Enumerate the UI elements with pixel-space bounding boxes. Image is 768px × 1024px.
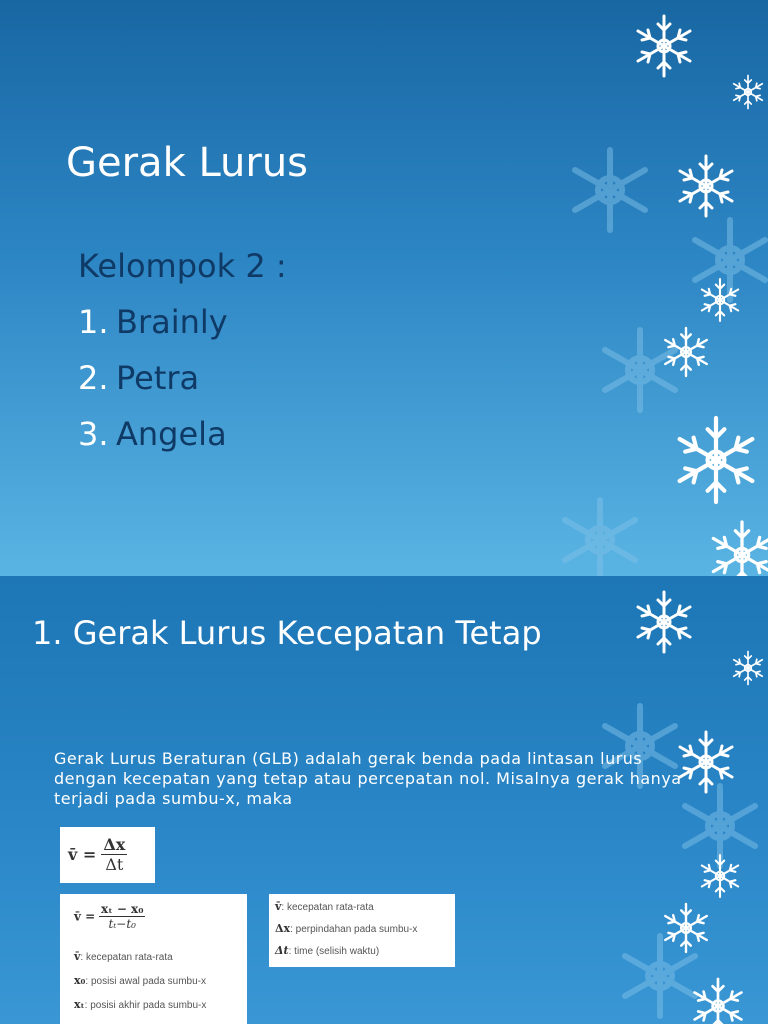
formula-fraction <box>101 835 127 874</box>
legend-desc: : posisi awal pada sumbu-x <box>85 976 207 987</box>
formula-denominator: tₜ−t₀ <box>108 917 136 931</box>
slide-2-title: 1. Gerak Lurus Kecepatan Tetap <box>32 614 542 652</box>
member-name: Petra <box>116 359 200 397</box>
legend-symbol: Δx <box>275 922 291 935</box>
formula-box-2 <box>60 894 247 1024</box>
legend-desc: : time (selisih waktu) <box>288 946 380 957</box>
legend-box <box>269 894 455 967</box>
formula-numerator: xₜ − x₀ <box>101 902 144 916</box>
list-number: 3. <box>78 415 109 453</box>
formula-box-1 <box>60 827 155 883</box>
slide-1-title: Gerak Lurus <box>66 140 309 186</box>
legend-symbol: v̄ <box>275 900 282 913</box>
formula-denominator: Δt <box>105 855 124 874</box>
legend-row <box>74 998 206 1011</box>
legend-row <box>275 944 379 957</box>
formula-numerator: Δx <box>103 835 126 854</box>
list-item <box>78 406 287 462</box>
legend-symbol: x₀ <box>74 974 86 987</box>
list-number: 1. <box>78 303 109 341</box>
legend-row <box>74 950 173 963</box>
legend-desc: : kecepatan rata-rata <box>281 902 374 913</box>
group-label: Kelompok 2 : <box>78 247 287 285</box>
legend-symbol: v̄ <box>74 950 81 963</box>
legend-desc: : kecepatan rata-rata <box>80 952 173 963</box>
slide-2 <box>0 576 768 1024</box>
member-name: Angela <box>116 415 227 453</box>
legend-row <box>275 922 417 935</box>
formula-lhs: v̄ = <box>68 845 97 864</box>
legend-symbol: Δt <box>275 944 289 957</box>
group-list <box>78 238 287 462</box>
legend-desc: : perpindahan pada sumbu-x <box>290 924 418 935</box>
list-number: 2. <box>78 359 109 397</box>
list-item <box>78 294 287 350</box>
legend-row <box>275 900 374 913</box>
body-paragraph: Gerak Lurus Beraturan (GLB) adalah gerak benda pada lintasan lurus dengan kecepatan yang tetap atau percepatan nol. Misalnya gerak hanya terjadi pada sumbu-x, maka <box>54 749 682 808</box>
member-name: Brainly <box>116 303 228 341</box>
list-item <box>78 350 287 406</box>
legend-desc: : posisi akhir pada sumbu-x <box>84 1000 207 1011</box>
formula-fraction <box>99 902 145 931</box>
formula-lhs: v̄ = <box>74 909 96 924</box>
legend-symbol: xₜ <box>74 998 85 1011</box>
legend-row <box>74 974 206 987</box>
